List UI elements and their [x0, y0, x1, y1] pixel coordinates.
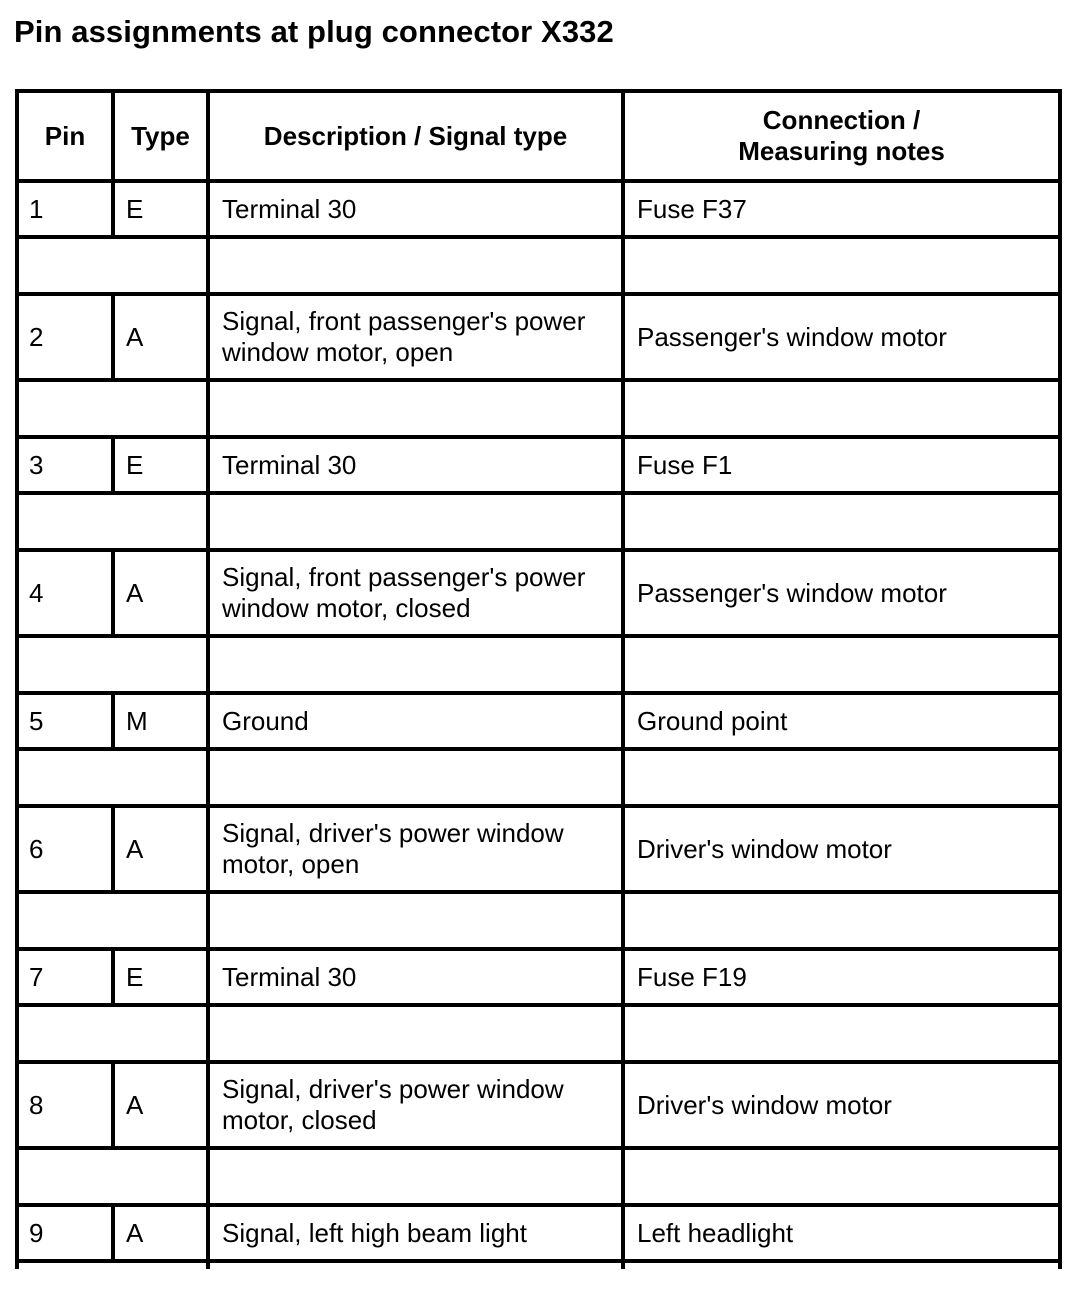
- description-cell: [208, 294, 623, 380]
- spacer-cell: [19, 1148, 208, 1205]
- pin-assignment-table: [15, 89, 1062, 1269]
- spacer-cell: [623, 749, 1058, 806]
- column-header-connection-line1: Connection /: [762, 105, 921, 135]
- description-line-1: Terminal 30: [222, 449, 357, 480]
- connection-cell: Driver's window motor: [623, 1062, 1058, 1148]
- description-line-1: Signal, front passenger's power: [222, 306, 586, 336]
- spacer-row: [19, 1148, 1058, 1205]
- description-cell: [208, 1062, 623, 1148]
- spacer-cell: [19, 380, 208, 437]
- spacer-cell: [623, 1261, 1058, 1269]
- pin-type-cell: A: [113, 294, 208, 380]
- pin-number-cell: 5: [19, 693, 113, 749]
- spacer-cell: [208, 892, 623, 949]
- spacer-cell: [208, 1005, 623, 1062]
- spacer-row: [19, 892, 1058, 949]
- description-line-1: Signal, driver's power window: [222, 818, 564, 848]
- pin-number-cell: 1: [19, 181, 113, 237]
- spacer-cell: [19, 749, 208, 806]
- spacer-cell: [19, 237, 208, 294]
- spacer-cell: [19, 1261, 208, 1269]
- column-header-connection-line2: Measuring notes: [738, 136, 945, 166]
- column-header-connection: [623, 93, 1058, 181]
- description-line-1: Signal, left high beam light: [222, 1217, 527, 1248]
- pin-table: [19, 93, 1058, 1269]
- spacer-cell: [623, 1148, 1058, 1205]
- connection-cell: Fuse F19: [623, 949, 1058, 1005]
- description-cell: [208, 1205, 623, 1261]
- pin-type-cell: M: [113, 693, 208, 749]
- pin-number-cell: 9: [19, 1205, 113, 1261]
- table-row: [19, 1062, 1058, 1148]
- spacer-cell: [623, 237, 1058, 294]
- table-row: [19, 437, 1058, 493]
- pin-number-cell: 2: [19, 294, 113, 380]
- description-cell: [208, 181, 623, 237]
- pin-type-cell: A: [113, 1062, 208, 1148]
- spacer-cell: [208, 636, 623, 693]
- spacer-cell: [19, 892, 208, 949]
- connection-cell: Driver's window motor: [623, 806, 1058, 892]
- table-row: [19, 550, 1058, 636]
- spacer-cell: [623, 636, 1058, 693]
- description-cell: [208, 437, 623, 493]
- connection-cell: Fuse F37: [623, 181, 1058, 237]
- pin-type-cell: E: [113, 949, 208, 1005]
- description-line-1: Signal, front passenger's power: [222, 562, 586, 592]
- table-header-row: [19, 93, 1058, 181]
- spacer-row: [19, 636, 1058, 693]
- spacer-cell: [208, 1148, 623, 1205]
- column-header-description: Description / Signal type: [208, 93, 623, 181]
- table-row: [19, 949, 1058, 1005]
- spacer-cell: [623, 1005, 1058, 1062]
- pin-number-cell: 4: [19, 550, 113, 636]
- table-row: [19, 181, 1058, 237]
- spacer-cell: [19, 1005, 208, 1062]
- spacer-cell: [623, 892, 1058, 949]
- column-header-pin: Pin: [19, 93, 113, 181]
- description-cell: [208, 693, 623, 749]
- table-row: [19, 1205, 1058, 1261]
- pin-number-cell: 7: [19, 949, 113, 1005]
- spacer-row: [19, 493, 1058, 550]
- description-line-2: motor, closed: [222, 1105, 377, 1135]
- pin-type-cell: A: [113, 1205, 208, 1261]
- pin-number-cell: 3: [19, 437, 113, 493]
- spacer-cell: [623, 493, 1058, 550]
- spacer-cell: [208, 1261, 623, 1269]
- pin-number-cell: 6: [19, 806, 113, 892]
- spacer-cell: [19, 636, 208, 693]
- spacer-cell: [208, 493, 623, 550]
- table-row: [19, 806, 1058, 892]
- description-cell: [208, 806, 623, 892]
- spacer-row: [19, 380, 1058, 437]
- connection-cell: Passenger's window motor: [623, 294, 1058, 380]
- description-cell: [208, 949, 623, 1005]
- table-row: [19, 693, 1058, 749]
- connection-cell: Ground point: [623, 693, 1058, 749]
- spacer-cell: [623, 380, 1058, 437]
- spacer-row: [19, 749, 1058, 806]
- spacer-cell: [208, 380, 623, 437]
- pin-type-cell: E: [113, 437, 208, 493]
- spacer-row: [19, 1261, 1058, 1269]
- table-row: [19, 294, 1058, 380]
- description-line-1: Signal, driver's power window: [222, 1074, 564, 1104]
- pin-type-cell: A: [113, 550, 208, 636]
- description-line-2: motor, open: [222, 849, 360, 879]
- spacer-cell: [208, 749, 623, 806]
- spacer-row: [19, 237, 1058, 294]
- spacer-row: [19, 1005, 1058, 1062]
- description-line-2: window motor, closed: [222, 593, 471, 623]
- pin-number-cell: 8: [19, 1062, 113, 1148]
- column-header-type: Type: [113, 93, 208, 181]
- description-line-1: Terminal 30: [222, 961, 357, 992]
- description-line-1: Terminal 30: [222, 193, 357, 224]
- page-title: Pin assignments at plug connector X332: [14, 14, 614, 49]
- pin-type-cell: E: [113, 181, 208, 237]
- description-line-2: window motor, open: [222, 337, 454, 367]
- connection-cell: Fuse F1: [623, 437, 1058, 493]
- connection-cell: Left headlight: [623, 1205, 1058, 1261]
- pin-type-cell: A: [113, 806, 208, 892]
- description-line-1: Ground: [222, 705, 309, 736]
- connection-cell: Passenger's window motor: [623, 550, 1058, 636]
- spacer-cell: [208, 237, 623, 294]
- description-cell: [208, 550, 623, 636]
- spacer-cell: [19, 493, 208, 550]
